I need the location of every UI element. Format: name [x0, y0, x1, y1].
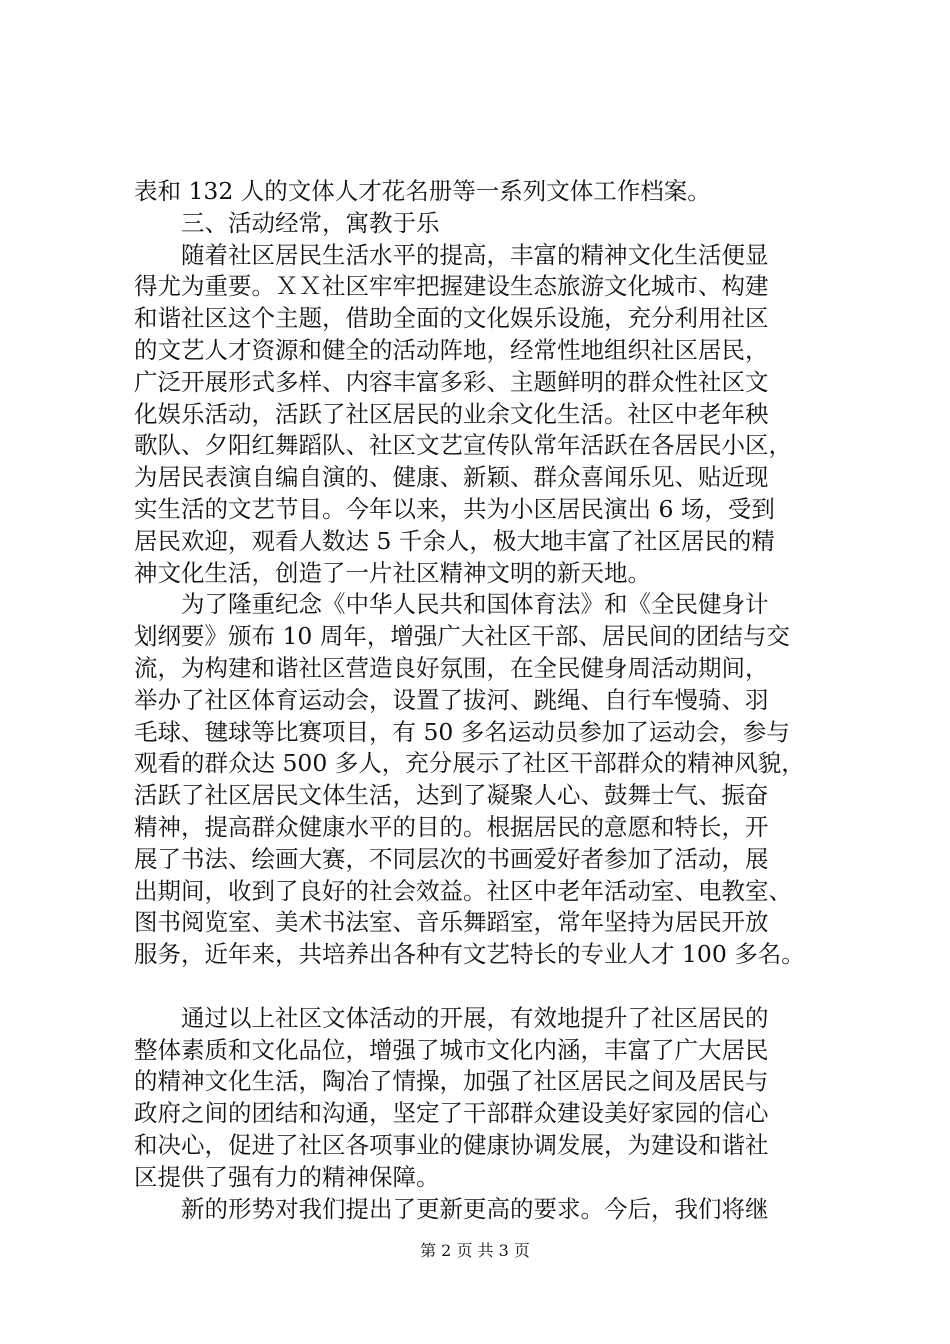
text-line: 广泛开展形式多样、内容丰富多彩、主题鲜明的群众性社区文	[134, 367, 769, 396]
text-line: 整体素质和文化品位，增强了城市文化内涵，丰富了广大居民	[134, 1035, 769, 1064]
blank-line	[134, 971, 854, 1003]
text-line: 服务，近年来，共培养出各种有文艺特长的专业人才 100 多名。	[134, 940, 805, 969]
text-line: 化娱乐活动，活跃了社区居民的业余文化生活。社区中老年秧	[134, 399, 769, 428]
text-line: 和谐社区这个主题，借助全面的文化娱乐设施，充分利用社区	[134, 304, 769, 333]
text-line: 居民欢迎，观看人数达 5 千余人，极大地丰富了社区居民的精	[134, 526, 775, 555]
section-heading: 三、活动经常，寓教于乐	[181, 208, 440, 237]
text-line: 歌队、夕阳红舞蹈队、社区文艺宣传队常年活跃在各居民小区，	[134, 431, 792, 460]
text-line: 政府之间的团结和沟通，坚定了干部群众建设美好家园的信心	[134, 1099, 769, 1128]
text-line: 为了隆重纪念《中华人民共和国体育法》和《全民健身计	[181, 590, 769, 619]
text-line: 流，为构建和谐社区营造良好氛围，在全民健身周活动期间，	[134, 653, 769, 682]
text-line: 图书阅览室、美术书法室、音乐舞蹈室，常年坚持为居民开放	[134, 908, 769, 937]
text-line: 活跃了社区居民文体生活，达到了凝聚人心、鼓舞士气、振奋	[134, 781, 769, 810]
text-line: 实生活的文艺节目。今年以来，共为小区居民演出 6 场，受到	[134, 494, 775, 523]
text-line: 随着社区居民生活水平的提高，丰富的精神文化生活便显	[181, 240, 769, 269]
text-line: 新的形势对我们提出了更新更高的要求。今后，我们将继	[181, 1194, 769, 1223]
text-line: 区提供了强有力的精神保障。	[134, 1162, 440, 1191]
text-line: 划纲要》颁布 10 周年，增强广大社区干部、居民间的团结与交	[134, 622, 790, 651]
text-line: 出期间，收到了良好的社会效益。社区中老年活动室、电教室、	[134, 876, 792, 905]
text-line: 和决心，促进了社区各项事业的健康协调发展，为建设和谐社	[134, 1130, 769, 1159]
text-line: 神文化生活，创造了一片社区精神文明的新天地。	[134, 558, 651, 587]
page-footer: 第 2 页 共 3 页	[420, 1241, 530, 1260]
text-line: 展了书法、绘画大赛，不同层次的书画爱好者参加了活动，展	[134, 844, 769, 873]
text-line: 的文艺人才资源和健全的活动阵地，经常性地组织社区居民，	[134, 335, 769, 364]
text-line: 举办了社区体育运动会，设置了拔河、跳绳、自行车慢骑、羽	[134, 685, 769, 714]
document-body	[134, 176, 854, 1225]
text-line: 通过以上社区文体活动的开展，有效地提升了社区居民的	[181, 1003, 769, 1032]
text-line: 表和 132 人的文体人才花名册等一系列文体工作档案。	[134, 177, 711, 205]
text-line: 为居民表演自编自演的、健康、新颖、群众喜闻乐见、贴近现	[134, 463, 769, 492]
text-line: 观看的群众达 500 多人，充分展示了社区干部群众的精神风貌，	[134, 749, 805, 778]
text-line: 精神，提高群众健康水平的目的。根据居民的意愿和特长，开	[134, 812, 769, 841]
text-line: 得尤为重要。ＸＸ社区牢牢把握建设生态旅游文化城市、构建	[134, 272, 769, 301]
text-line: 的精神文化生活，陶冶了情操，加强了社区居民之间及居民与	[134, 1067, 769, 1096]
text-line: 毛球、毽球等比赛项目，有 50 多名运动员参加了运动会，参与	[134, 717, 790, 746]
